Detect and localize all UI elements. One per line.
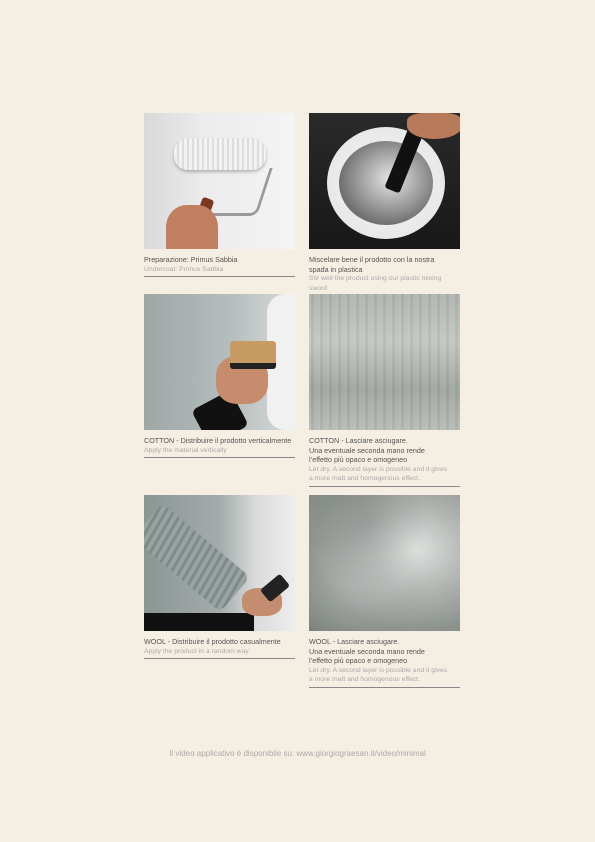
brush-vertical-photo	[144, 294, 295, 430]
wool-finish-photo	[309, 495, 460, 631]
step-5	[144, 495, 295, 659]
caption-english: Let dry. A second layer is possible and it gives a more matt and homogenous effect.	[309, 465, 448, 483]
caption-italian: WOOL - Lasciare asciugare. Una eventuale seconda mano rende l’effetto più opaco e omogeneo	[309, 637, 425, 666]
caption-english: Undercoat: Primus Sabbia	[144, 265, 224, 273]
caption-italian: Preparazione: Primus Sabbia	[144, 255, 238, 264]
wool-application-photo	[144, 495, 295, 631]
video-footer-note: Il video applicativo è disponibile su: www.giorgiograesan.it/video/minimal	[169, 749, 426, 758]
step-3	[144, 294, 295, 458]
cotton-finish-photo	[309, 294, 460, 430]
roller-photo	[144, 113, 295, 249]
caption-italian: COTTON - Lasciare asciugare. Una eventuale seconda mano rende l’effetto più opaco e omogeneo	[309, 436, 425, 465]
caption-rule	[144, 457, 295, 458]
step-1	[144, 113, 295, 277]
caption-rule	[144, 276, 295, 277]
caption-italian: Miscelare bene il prodotto con la nostra spada in plastica	[309, 255, 435, 274]
caption-rule	[309, 687, 460, 688]
mixing-bucket-photo	[309, 113, 460, 249]
caption-english: Let dry. A second layer is possible and it gives a more matt and homogenous effect.	[309, 666, 448, 684]
caption-rule	[309, 486, 460, 487]
caption-italian: WOOL - Distribuire il prodotto casualmente	[144, 637, 281, 646]
caption-english: Apply the material vertically	[144, 446, 227, 454]
caption-rule	[144, 658, 295, 659]
caption-english: Apply the product in a random way	[144, 647, 249, 655]
step-4	[309, 294, 460, 487]
step-6	[309, 495, 460, 688]
caption-italian: COTTON - Distribuire il prodotto verticalmente	[144, 436, 292, 445]
caption-english: Stir well the product using our plastic mixing sword	[309, 275, 442, 292]
step-2	[309, 113, 460, 296]
